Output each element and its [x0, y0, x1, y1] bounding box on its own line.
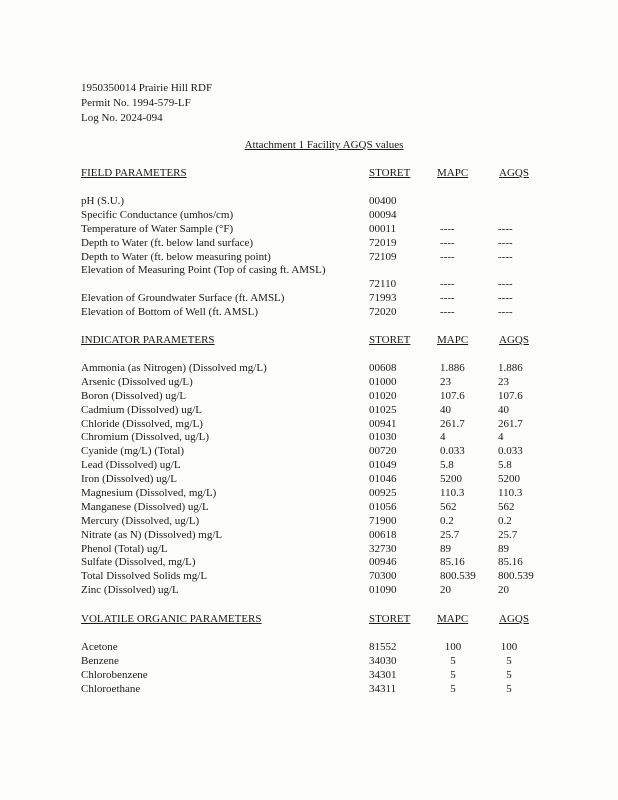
parameter-name: Iron (Dissolved) ug/L [81, 473, 177, 486]
storet-code: 00094 [369, 208, 397, 221]
table-row [81, 487, 551, 501]
mapc-value: 261.7 [440, 417, 465, 430]
table-row [81, 264, 551, 292]
agqs-value: 100 [500, 641, 518, 653]
section-heading: VOLATILE ORGANIC PARAMETERS [81, 613, 262, 625]
section-header [81, 613, 551, 627]
storet-code: 34311 [369, 682, 397, 695]
mapc-value: 5.8 [440, 459, 454, 472]
storet-code: 32730 [369, 542, 397, 555]
parameter-name: Magnesium (Dissolved, mg/L) [81, 487, 217, 500]
mapc-value: 107.6 [440, 389, 465, 402]
mapc-column-header: MAPC [437, 334, 469, 346]
storet-column-header: STORET [369, 334, 411, 346]
mapc-value: 5 [450, 654, 456, 667]
agqs-column-header: AGQS [499, 334, 529, 346]
agqs-value: 4 [498, 431, 504, 444]
storet-code: 01025 [369, 403, 397, 416]
section-heading: FIELD PARAMETERS [81, 167, 187, 179]
parameter-name: Cadmium (Dissolved) ug/L [81, 403, 202, 416]
storet-code: 72109 [369, 250, 397, 263]
storet-code: 70300 [369, 570, 397, 583]
table-row [81, 404, 551, 418]
agqs-value: 89 [498, 542, 509, 555]
mapc-column-header: MAPC [437, 613, 469, 625]
storet-code: 00608 [369, 362, 397, 374]
mapc-value: ---- [440, 222, 455, 235]
storet-code: 01000 [369, 375, 397, 388]
table-row [81, 459, 551, 473]
parameter-name: Chloroethane [81, 682, 141, 695]
parameter-name: Elevation of Bottom of Well (ft. AMSL) [81, 306, 259, 319]
agqs-value: 5200 [498, 473, 520, 486]
mapc-value: 1.886 [440, 362, 465, 374]
mapc-value: 23 [440, 375, 451, 388]
table-row [81, 655, 551, 669]
mapc-value: 25.7 [440, 528, 460, 541]
agqs-value: 0.2 [498, 514, 512, 527]
section-header [81, 334, 551, 348]
table-row [81, 556, 551, 570]
table-row [81, 584, 551, 598]
mapc-value: 562 [440, 500, 457, 513]
table-row [81, 445, 551, 459]
table-row [81, 431, 551, 445]
mapc-value: 100 [444, 641, 462, 653]
agqs-value: ---- [498, 278, 513, 291]
table-row [81, 376, 551, 390]
document-header [81, 81, 212, 126]
agqs-value: 5 [506, 668, 512, 681]
section-heading: INDICATOR PARAMETERS [81, 334, 215, 346]
mapc-value: 20 [440, 584, 451, 597]
storet-code: 72020 [369, 306, 397, 319]
table-row [81, 390, 551, 404]
storet-column-header: STORET [369, 613, 411, 625]
storet-code: 81552 [369, 641, 397, 653]
storet-code: 34030 [369, 654, 397, 667]
parameter-name: Acetone [81, 641, 118, 653]
storet-code: 01020 [369, 389, 397, 402]
table-row [81, 501, 551, 515]
parameter-name: pH (S.U.) [81, 195, 125, 207]
volatile-organic-parameters-section [81, 613, 551, 697]
storet-code: 00400 [369, 195, 397, 207]
agqs-value: 5 [506, 654, 512, 667]
parameter-name: Ammonia (as Nitrogen) (Dissolved mg/L) [81, 362, 267, 374]
storet-code: 01049 [369, 459, 397, 472]
mapc-value: 0.2 [440, 514, 454, 527]
parameter-name: Manganese (Dissolved) ug/L [81, 500, 209, 513]
mapc-value: ---- [440, 278, 455, 291]
parameter-name: Chlorobenzene [81, 668, 148, 681]
storet-code: 01090 [369, 584, 397, 597]
permit-number-line: Permit No. 1994-579-LF [81, 97, 191, 109]
table-row [81, 529, 551, 543]
parameter-name: Zinc (Dissolved) ug/L [81, 584, 179, 597]
agqs-value: 85.16 [498, 556, 523, 569]
agqs-value: 0.033 [498, 445, 523, 458]
storet-code: 01030 [369, 431, 397, 444]
parameter-name: Depth to Water (ft. below measuring point) [81, 250, 271, 263]
agqs-value: 5.8 [498, 459, 512, 472]
storet-code: 00925 [369, 487, 397, 500]
parameter-rows [81, 641, 551, 697]
mapc-value: 110.3 [440, 487, 465, 500]
parameter-name: Depth to Water (ft. below land surface) [81, 236, 254, 249]
parameter-name: Arsenic (Dissolved ug/L) [81, 375, 193, 388]
mapc-value: 89 [440, 542, 451, 555]
table-row [81, 195, 551, 209]
agqs-value: 40 [498, 403, 509, 416]
parameter-name: Chromium (Dissolved, ug/L) [81, 431, 210, 444]
parameter-name: Total Dissolved Solids mg/L [81, 570, 208, 583]
table-row [81, 306, 551, 320]
parameter-name: Benzene [81, 654, 119, 667]
storet-code: 34301 [369, 668, 397, 681]
storet-code: 00941 [369, 417, 397, 430]
parameter-name: Specific Conductance (umhos/cm) [81, 208, 234, 221]
mapc-value: 85.16 [440, 556, 465, 569]
storet-code: 00946 [369, 556, 397, 569]
agqs-value: 5 [506, 682, 512, 695]
agqs-value: ---- [498, 306, 513, 319]
agqs-column-header: AGQS [499, 613, 529, 625]
agqs-value: ---- [498, 250, 513, 263]
parameter-name: Phenol (Total) ug/L [81, 542, 168, 555]
agqs-value: 23 [498, 375, 509, 388]
field-parameters-section [81, 167, 551, 320]
parameter-name: Elevation of Measuring Point (Top of casing ft. AMSL) [81, 264, 326, 277]
storet-code: 71993 [369, 292, 397, 305]
storet-code: 72019 [369, 236, 397, 249]
mapc-value: ---- [440, 250, 455, 263]
agqs-value: ---- [498, 222, 513, 235]
parameter-name: Sulfate (Dissolved, mg/L) [81, 556, 196, 569]
agqs-column-header: AGQS [499, 167, 529, 179]
parameter-name: Temperature of Water Sample (°F) [81, 222, 234, 235]
storet-code: 71900 [369, 514, 397, 527]
parameter-name: Lead (Dissolved) ug/L [81, 459, 181, 472]
indicator-parameters-section [81, 334, 551, 598]
table-row [81, 473, 551, 487]
table-row [81, 362, 551, 376]
agqs-value: 261.7 [498, 417, 523, 430]
storet-code: 01046 [369, 473, 397, 486]
mapc-value: ---- [440, 236, 455, 249]
storet-column-header: STORET [369, 167, 411, 179]
mapc-value: 4 [440, 431, 446, 444]
table-row [81, 543, 551, 557]
mapc-value: 5 [450, 668, 456, 681]
agqs-value: ---- [498, 236, 513, 249]
log-number-line: Log No. 2024-094 [81, 112, 163, 124]
facility-id-line: 1950350014 Prairie Hill RDF [81, 82, 213, 94]
mapc-value: 5 [450, 682, 456, 695]
mapc-value: 0.033 [440, 445, 465, 458]
table-row [81, 683, 551, 697]
mapc-value: 800.539 [440, 570, 476, 583]
storet-code: 01056 [369, 500, 397, 513]
table-row [81, 237, 551, 251]
mapc-value: ---- [440, 306, 455, 319]
mapc-column-header: MAPC [437, 167, 469, 179]
table-row [81, 418, 551, 432]
table-row [81, 641, 551, 655]
parameter-name: Mercury (Dissolved, ug/L) [81, 514, 200, 527]
storet-code: 00011 [369, 222, 397, 235]
storet-code: 72110 [369, 278, 397, 291]
parameter-name: Chloride (Dissolved, mg/L) [81, 417, 203, 430]
parameter-name: Cyanide (mg/L) (Total) [81, 445, 185, 458]
mapc-value: ---- [440, 292, 455, 305]
mapc-value: 40 [440, 403, 451, 416]
agqs-value: 110.3 [498, 487, 523, 500]
agqs-value: 20 [498, 584, 509, 597]
agqs-value: 562 [498, 500, 515, 513]
mapc-value: 5200 [440, 473, 462, 486]
storet-code: 00720 [369, 445, 397, 458]
parameter-name: Boron (Dissolved) ug/L [81, 389, 187, 402]
table-row [81, 570, 551, 584]
agqs-value: ---- [498, 292, 513, 305]
parameter-rows [81, 362, 551, 598]
table-row [81, 669, 551, 683]
table-row [81, 223, 551, 237]
table-row [81, 209, 551, 223]
table-row [81, 292, 551, 306]
agqs-value: 107.6 [498, 389, 523, 402]
parameter-name: Elevation of Groundwater Surface (ft. AMSL) [81, 292, 285, 305]
table-row [81, 251, 551, 265]
agqs-value: 800.539 [498, 570, 534, 583]
parameter-name: Nitrate (as N) (Dissolved) mg/L [81, 528, 223, 541]
parameter-rows [81, 195, 551, 320]
attachment-title: Attachment 1 Facility AGQS values [244, 139, 404, 151]
section-header [81, 167, 551, 181]
agqs-value: 1.886 [498, 362, 523, 374]
table-row [81, 515, 551, 529]
agqs-value: 25.7 [498, 528, 518, 541]
storet-code: 00618 [369, 528, 397, 541]
